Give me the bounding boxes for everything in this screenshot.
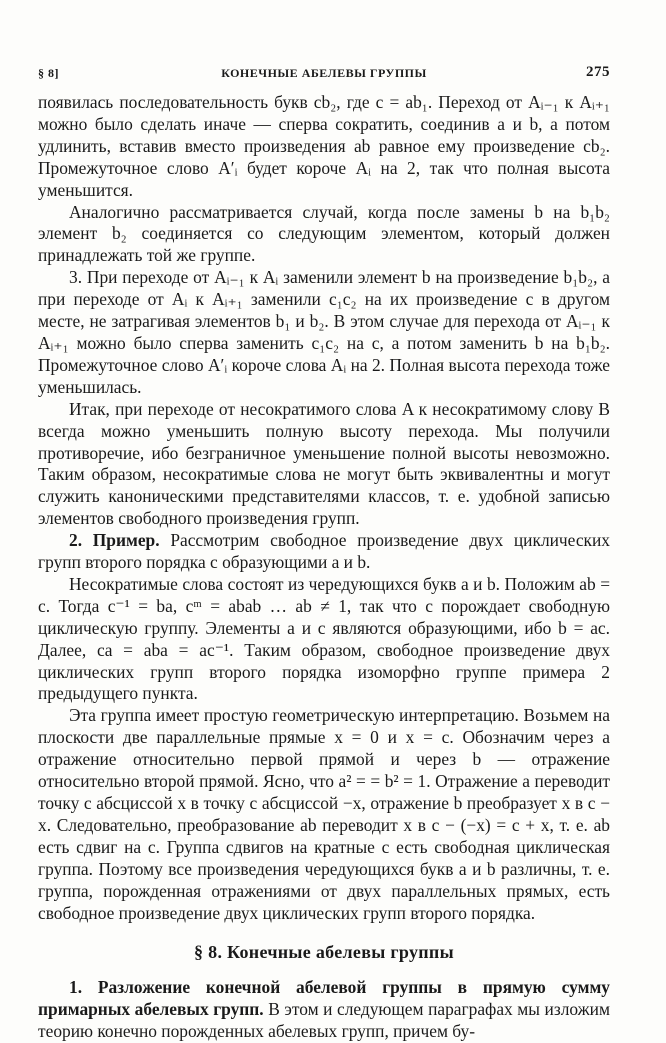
example-label: 2. Пример. <box>69 530 160 551</box>
book-page <box>38 60 610 1042</box>
paragraph-1: появилась последовательность букв cb₂, где c = ab₁. Переход от Aᵢ₋₁ к Aᵢ₊₁ можно было сделать иначе — сперва сократить, соединив a и b, а потом удлинить, вставив вместо произведения ab равное ему произведение cb₂. Промежуточное слово A′ᵢ будет короче Aᵢ на 2, так что полная высота уменьшится. <box>38 92 610 200</box>
subsection-label: 1. Разложение конечной абелевой группы в прямую сумму примарных абелевых групп. <box>38 977 610 1020</box>
section-title: § 8. Конечные абелевы группы <box>194 942 454 963</box>
header-title: КОНЕЧНЫЕ АБЕЛЕВЫ ГРУППЫ <box>221 66 427 80</box>
paragraph-4: Итак, при переходе от несократимого слова A к несократимому слову B всегда можно уменьшить полную высоту перехода. Мы получили противоречие, ибо безграничное уменьшение полной высоты невозможно. Таким образом, несократимые слова не могут быть эквивалентны и могут служить каноническими представителями классов, т. е. удобной записью элементов свободного произведения групп. <box>38 398 610 529</box>
paragraph-8: В этом и следующем параграфах мы изложим теорию конечно порожденных абелевых групп, причем бу- <box>38 999 610 1042</box>
page-number: 275 <box>586 64 610 80</box>
page-body <box>38 92 610 1043</box>
running-header <box>38 60 610 86</box>
paragraph-subsection <box>38 977 610 1043</box>
paragraph-3: 3. При переходе от Aᵢ₋₁ к Aᵢ заменили элемент b на произведение b₁b₂, а при переходе от Aᵢ к Aᵢ₊₁ заменили c₁c₂ на их произведение c в другом месте, не затрагивая элементов b₁ и b₂. В этом случае для перехода от Aᵢ₋₁ к Aᵢ₊₁ можно было сперва заменить c₁c₂ на c, а потом заменить b на b₁b₂. Промежуточное слово A′ᵢ короче слова Aᵢ на 2. Полная высота перехода тоже уменьшилась. <box>38 267 610 397</box>
header-section: § 8] <box>38 66 59 80</box>
paragraph-6: Несократимые слова состоят из чередующихся букв a и b. Положим ab = c. Тогда c⁻¹ = ba, cᵐ = abab … ab ≠ 1, так что c порождает свободную циклическую группу. Элементы a и c являются образующими, ибо b = ac. Далее, ca = aba = ac⁻¹. Таким образом, свободное произведение двух циклических групп второго порядка изоморфно группе примера 2 предыдущего пункта. <box>38 573 610 704</box>
paragraph-5: Рассмотрим свободное произведение двух циклических групп второго порядка с образующими a и b. <box>38 530 610 573</box>
paragraph-example <box>38 530 610 574</box>
paragraph-2: Аналогично рассматривается случай, когда после замены b на b₁b₂ элемент b₂ соединяется со следующим элементом, который должен принадлежать той же группе. <box>38 201 610 266</box>
paragraph-7: Эта группа имеет простую геометрическую интерпретацию. Возьмем на плоскости две параллельные прямые x = 0 и x = c. Обозначим через a отражение относительно первой прямой и через b — отражение относительно второй прямой. Ясно, что a² = = b² = 1. Отражение a переводит точку с абсциссой x в точку с абсциссой −x, отражение b преобразует x в c − x. Следовательно, преобразование ab переводит x в c − (−x) = c + x, т. е. ab есть сдвиг на c. Группа сдвигов на кратные c есть свободная циклическая группа. Поэтому все произведения чередующихся букв a и b различны, т. е. группа, порожденная отражениями от двух параллельных прямых, есть свободное произведение двух циклических групп второго порядка. <box>38 705 610 923</box>
